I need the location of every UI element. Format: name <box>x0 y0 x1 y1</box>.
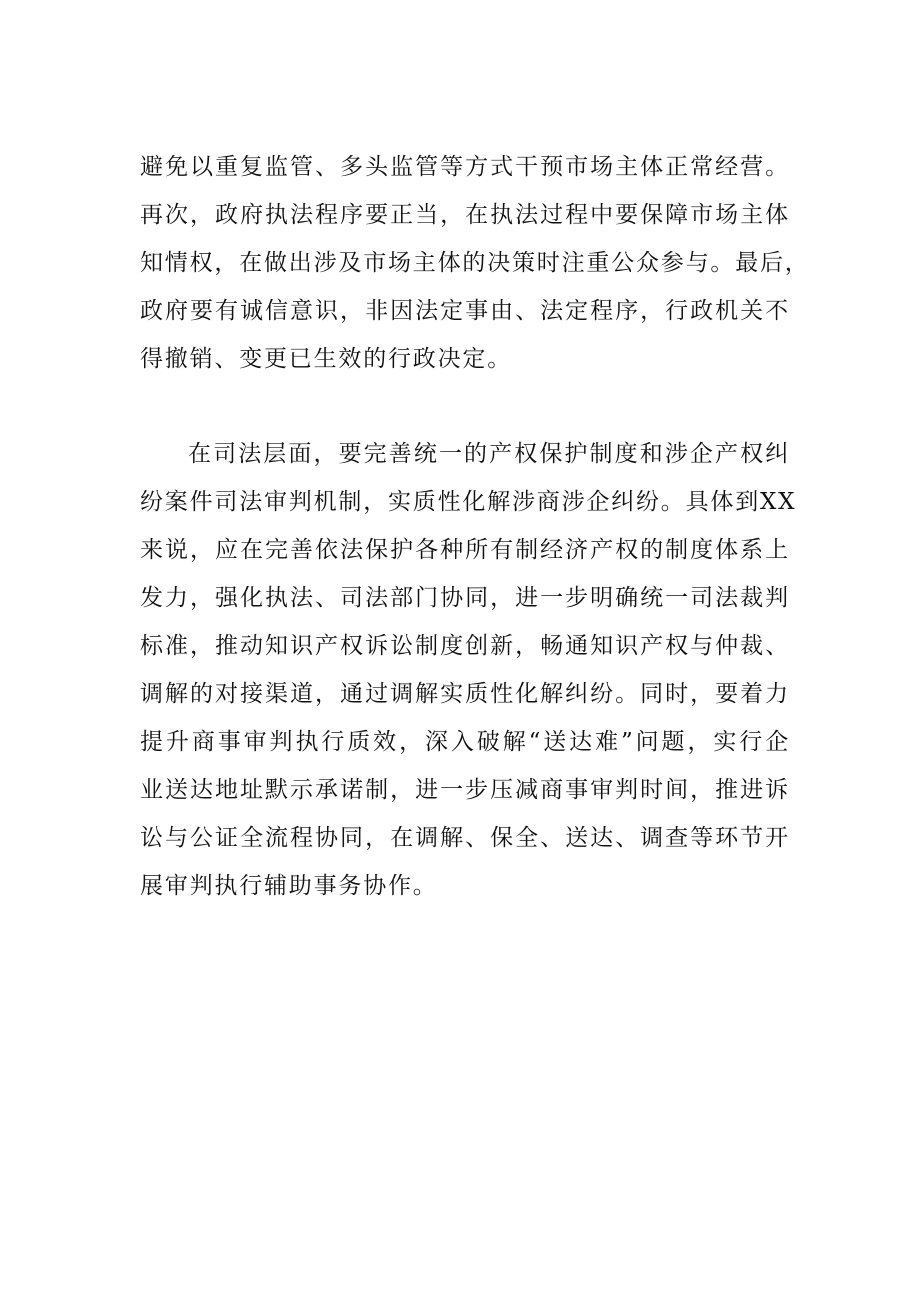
paragraph-line: 来说，应在完善依法保护各种所有制经济产权的制度体系上 <box>140 537 790 563</box>
paragraph-line: 展审判执行辅助事务协作。 <box>140 873 438 899</box>
paragraph-line: 提升商事审判执行质效，深入破解“送达难”问题，实行企 <box>140 729 790 755</box>
paragraph-1 <box>140 143 810 383</box>
paragraph-line: 标准，推动知识产权诉讼制度创新，畅通知识产权与仲裁、 <box>140 633 790 659</box>
paragraph-line: 在司法层面，要完善统一的产权保护制度和涉企产权纠 <box>188 441 790 467</box>
paragraph-line: 业送达地址默示承诺制，进一步压减商事审判时间，推进诉 <box>140 777 790 803</box>
paragraph-line: 讼与公证全流程协同，在调解、保全、送达、调查等环节开 <box>140 825 790 851</box>
paragraph-line: 知情权，在做出涉及市场主体的决策时注重公众参与。最后， <box>140 250 810 276</box>
paragraph-line: 得撤销、变更已生效的行政决定。 <box>140 346 512 372</box>
paragraph-line: 发力，强化执法、司法部门协同，进一步明确统一司法裁判 <box>140 585 790 611</box>
paragraph-line: 纷案件司法审判机制，实质性化解涉商涉企纠纷。具体到XX <box>140 489 797 515</box>
paragraph-line: 避免以重复监管、多头监管等方式干预市场主体正常经营。 <box>140 154 790 180</box>
paragraph-line: 再次，政府执法程序要正当，在执法过程中要保障市场主体 <box>140 202 790 228</box>
paragraph-line: 调解的对接渠道，通过调解实质性化解纠纷。同时，要着力 <box>140 681 790 707</box>
paragraph-line: 政府要有诚信意识，非因法定事由、法定程序，行政机关不 <box>140 298 790 324</box>
paragraph-2 <box>140 430 797 910</box>
